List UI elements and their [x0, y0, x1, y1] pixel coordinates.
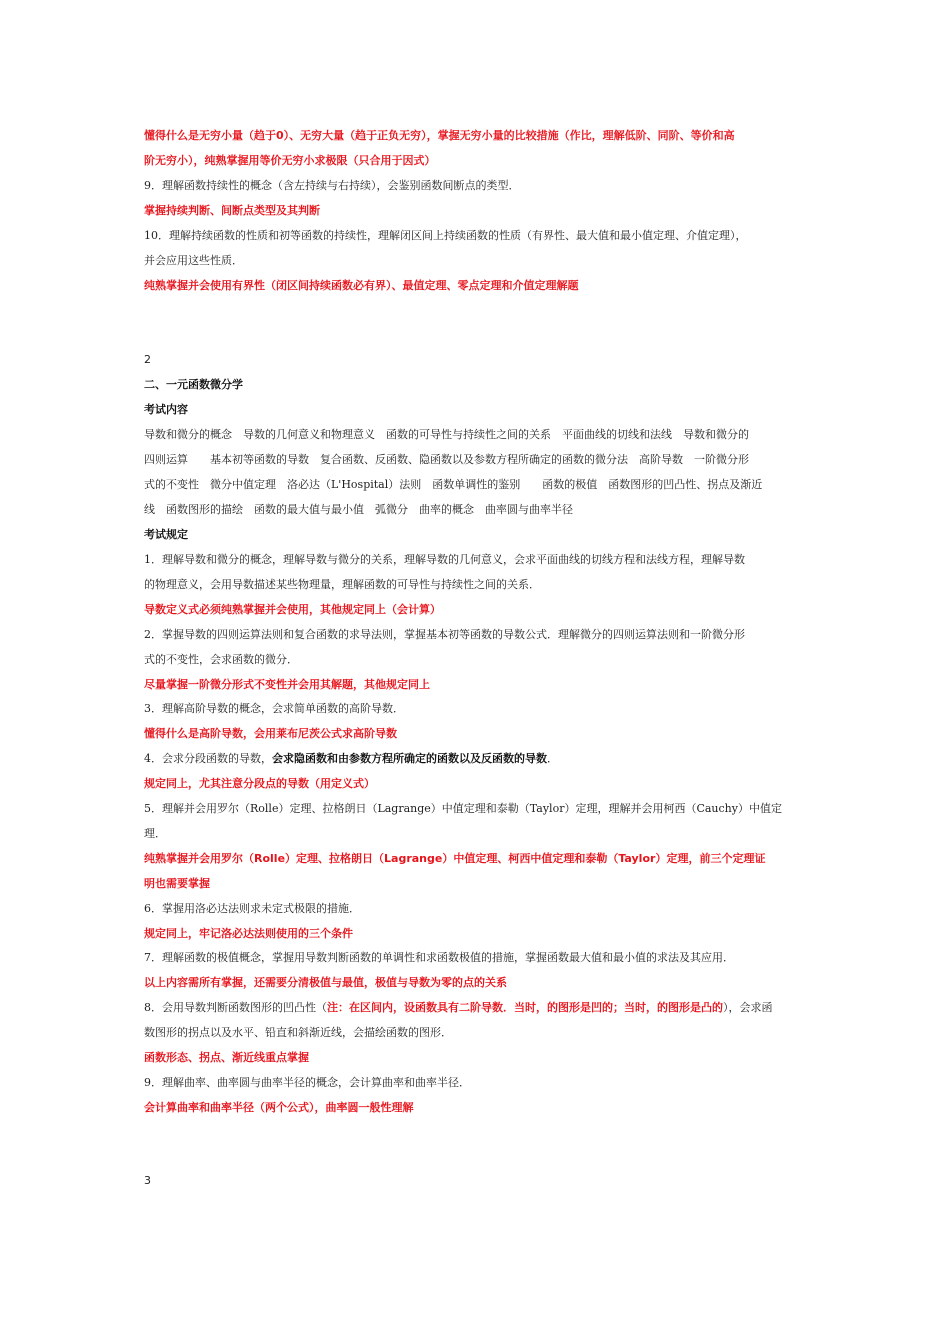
note-1: 导数定义式必须纯熟掌握并会使用，其他规定同上（会计算） — [144, 603, 441, 616]
requirement-5-2: 理． — [144, 827, 166, 840]
requirement-1-2: 的物理意义，会用导数描述某些物理量，理解函数的可导性与持续性之间的关系． — [144, 578, 540, 591]
requirement-4-part-a: 4．会求分段函数的导数， — [144, 752, 272, 765]
requirement-10-1: 10．理解持续函数的性质和初等函数的持续性，理解闭区间上持续函数的性质（有界性、最大值和最小值定理、介值定理）， — [144, 229, 747, 242]
requirement-8-part-a: 8．会用导数判断函数图形的凹凸性（ — [144, 1001, 327, 1014]
requirement-3: 3．理解高阶导数的概念，会求简单函数的高阶导数． — [144, 702, 404, 715]
requirement-6: 6．掌握用洛必达法则求未定式极限的措施． — [144, 902, 360, 915]
requirement-9-curvature: 9．理解曲率、曲率圆与曲率半径的概念，会计算曲率和曲率半径． — [144, 1076, 470, 1089]
note-bounded: 纯熟掌握并会使用有界性（闭区间持续函数必有界）、最值定理、零点定理和介值定理解题 — [144, 279, 579, 292]
requirement-4 — [144, 752, 558, 766]
note-2: 尽量掌握一阶微分形式不变性并会用其解题，其他规定同上 — [144, 678, 430, 691]
note-9: 会计算曲率和曲率半径（两个公式），曲率圆一般性理解 — [144, 1101, 414, 1114]
note-continuity: 掌握持续判断、间断点类型及其判断 — [144, 204, 320, 217]
exam-requirements-heading: 考试规定 — [144, 528, 188, 541]
note-infinitesimal-2: 阶无穷小），纯熟掌握用等价无穷小求极限（只合用于因式） — [144, 154, 436, 167]
requirement-8-note: 注：在区间内，设函数具有二阶导数．当时，的图形是凹的；当时，的图形是凸的 — [327, 1001, 723, 1014]
requirement-8-1 — [144, 1001, 773, 1015]
requirement-10-2: 并会应用这些性质． — [144, 254, 243, 267]
note-6: 规定同上，牢记洛必达法则使用的三个条件 — [144, 927, 353, 940]
note-7: 以上内容需所有掌握，还需要分清极值与最值，极值与导数为零的点的关系 — [144, 976, 507, 989]
requirement-4-part-c: ． — [547, 752, 558, 765]
note-5-1: 纯熟掌握并会用罗尔（Rolle）定理、拉格朗日（Lagrange）中值定理、柯西中值定理和泰勒（Taylor）定理，前三个定理证 — [144, 852, 766, 865]
requirement-2-1: 2．掌握导数的四则运算法则和复合函数的求导法则，掌握基本初等函数的导数公式．理解微分的四则运算法则和一阶微分形 — [144, 628, 745, 641]
requirement-5-1: 5．理解并会用罗尔（Rolle）定理、拉格朗日（Lagrange）中值定理和泰勒（Taylor）定理，理解并会用柯西（Cauchy）中值定 — [144, 802, 782, 815]
note-4: 规定同上，尤其注意分段点的导数（用定义式） — [144, 777, 375, 790]
note-5-2: 明也需要掌握 — [144, 877, 210, 890]
exam-content-heading: 考试内容 — [144, 403, 188, 416]
page-number-3: 3 — [144, 1174, 151, 1187]
requirement-2-2: 式的不变性，会求函数的微分． — [144, 653, 298, 666]
exam-content-1: 导数和微分的概念 导数的几何意义和物理意义 函数的可导性与持续性之间的关系 平面曲线的切线和法线 导数和微分的 — [144, 428, 749, 441]
exam-content-4: 线 函数图形的描绘 函数的最大值与最小值 弧微分 曲率的概念 曲率圆与曲率半径 — [144, 503, 573, 516]
requirement-7: 7．理解函数的极值概念，掌握用导数判断函数的单调性和求函数极值的措施，掌握函数最大值和最小值的求法及其应用． — [144, 951, 734, 964]
exam-content-3: 式的不变性 微分中值定理 洛必达（L'Hospital）法则 函数单调性的鉴别 函数的极值 函数图形的凹凸性、拐点及渐近 — [144, 478, 763, 491]
requirement-8-part-c: ），会求函 — [723, 1001, 773, 1014]
note-3: 懂得什么是高阶导数，会用莱布尼茨公式求高阶导数 — [144, 727, 397, 740]
page-number-2: 2 — [144, 353, 151, 366]
note-infinitesimal-1: 懂得什么是无穷小量（趋于0）、无穷大量（趋于正负无穷），掌握无穷小量的比较措施（作比，理解低阶、同阶、等价和高 — [144, 129, 735, 142]
requirement-8-2: 数图形的拐点以及水平、铅直和斜渐近线，会描绘函数的图形． — [144, 1026, 452, 1039]
exam-content-2: 四则运算 基本初等函数的导数 复合函数、反函数、隐函数以及参数方程所确定的函数的微分法 高阶导数 一阶微分形 — [144, 453, 749, 466]
requirement-9: 9．理解函数持续性的概念（含左持续与右持续），会鉴别函数间断点的类型． — [144, 179, 520, 192]
requirement-4-emphasis: 会求隐函数和由参数方程所确定的函数以及反函数的导数 — [272, 752, 547, 765]
note-8: 函数形态、拐点、渐近线重点掌握 — [144, 1051, 309, 1064]
section-title: 二、一元函数微分学 — [144, 378, 243, 391]
requirement-1-1: 1．理解导数和微分的概念，理解导数与微分的关系，理解导数的几何意义，会求平面曲线的切线方程和法线方程，理解导数 — [144, 553, 745, 566]
